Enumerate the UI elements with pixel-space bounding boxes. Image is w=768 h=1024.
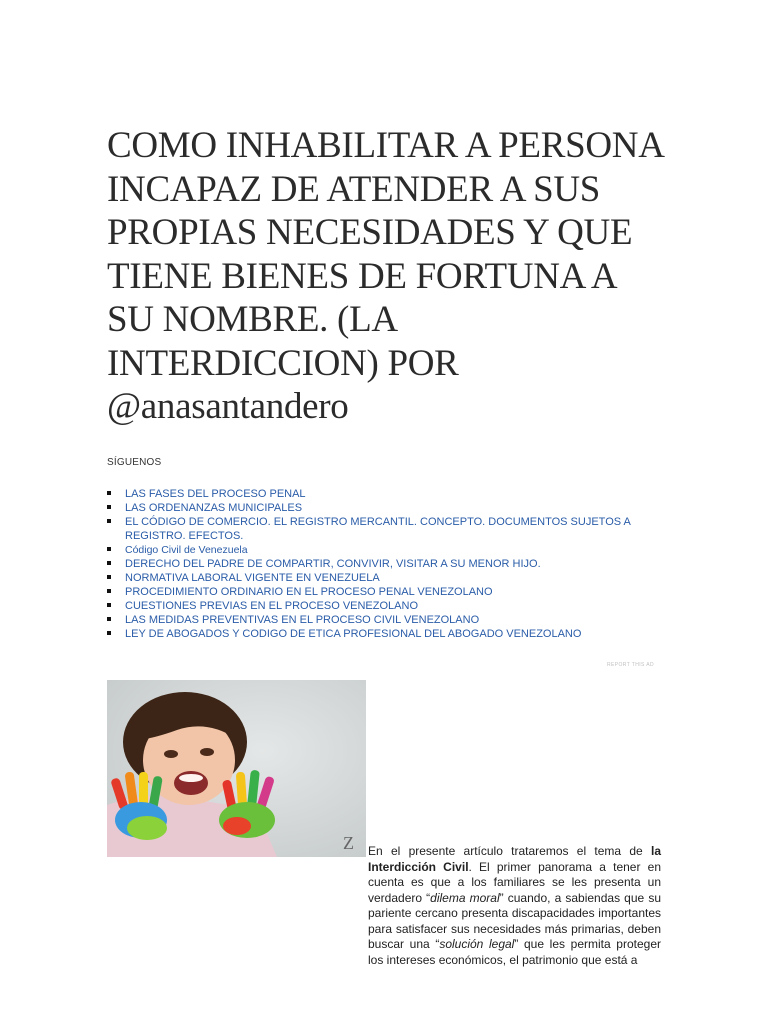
list-item: [107, 515, 667, 543]
list-item: [107, 487, 667, 501]
related-link[interactable]: NORMATIVA LABORAL VIGENTE EN VENEZUELA: [125, 572, 380, 584]
list-item: [107, 627, 667, 641]
photo-watermark: Z: [343, 833, 354, 853]
solucion-legal-italic: solución legal: [439, 937, 515, 951]
list-item: [107, 599, 667, 613]
related-link[interactable]: LAS MEDIDAS PREVENTIVAS EN EL PROCESO CIVIL VENEZOLANO: [125, 614, 480, 626]
related-link[interactable]: CUESTIONES PREVIAS EN EL PROCESO VENEZOLANO: [125, 600, 418, 612]
related-link[interactable]: LAS FASES DEL PROCESO PENAL: [125, 488, 306, 500]
dilema-moral-italic: dilema moral: [430, 890, 500, 905]
paragraph-text: En el presente artículo trataremos el tema de: [368, 844, 651, 858]
paragraph-first-line: [107, 844, 661, 968]
list-item: [107, 585, 667, 599]
related-link[interactable]: LAS ORDENANZAS MUNICIPALES: [125, 502, 303, 514]
list-item: [107, 557, 667, 571]
list-item: [107, 501, 667, 515]
list-item: [107, 543, 667, 557]
report-ad-link[interactable]: REPORT THIS AD: [607, 662, 655, 668]
related-link[interactable]: PROCEDIMIENTO ORDINARIO EN EL PROCESO PENAL VENEZOLANO: [125, 586, 493, 598]
paragraph-text: ” cuando, a sabiendas que su pariente cercano presenta discapacidades importantes para satisfacer sus necesidades más primarias, deben buscar una “: [368, 890, 661, 951]
article-paragraph: [107, 844, 661, 968]
interdiccion-bold: la Interdicción Civil: [368, 844, 661, 874]
follow-label: SÍGUENOS: [107, 457, 162, 468]
list-item: [107, 613, 667, 627]
paragraph-text: ” que les permita proteger los intereses económicos, el patrimonio que está a: [368, 937, 662, 967]
related-link[interactable]: DERECHO DEL PADRE DE COMPARTIR, CONVIVIR, VISITAR A SU MENOR HIJO.: [125, 558, 541, 570]
list-item: [107, 571, 667, 585]
paragraph-text: . El primer panorama a tener en cuenta es que a los familiares se les presenta un verdadero “: [368, 859, 661, 905]
article-title: COMO INHABILITAR A PERSONA INCAPAZ DE ATENDER A SUS PROPIAS NECESIDADES Y QUE TIENE BIENES DE FORTUNA A SU NOMBRE. (LA INTERDICCION) POR @anasantandero: [107, 125, 663, 427]
related-link[interactable]: EL CÓDIGO DE COMERCIO. EL REGISTRO MERCANTIL. CONCEPTO. DOCUMENTOS SUJETOS A REGISTRO. EFECTOS.: [125, 516, 631, 542]
article-photo: [107, 680, 366, 857]
related-link[interactable]: LEY DE ABOGADOS Y CODIGO DE ETICA PROFESIONAL DEL ABOGADO VENEZOLANO: [125, 628, 582, 640]
related-link[interactable]: Código Civil de Venezuela: [125, 544, 248, 556]
related-links-list: [107, 487, 667, 641]
child-painted-hands-illustration: [107, 680, 366, 857]
